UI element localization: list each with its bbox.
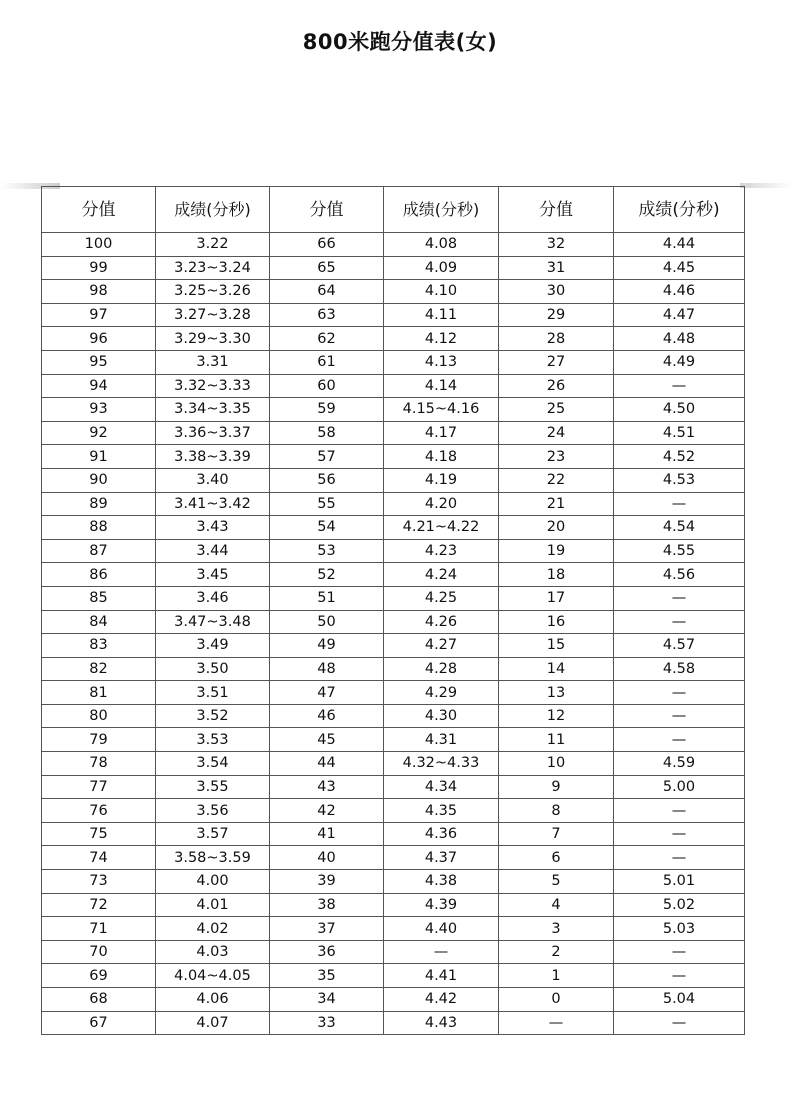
table-header-row bbox=[42, 187, 745, 233]
score-cell: 75 bbox=[42, 822, 156, 846]
result-cell: 4.19 bbox=[384, 468, 499, 492]
score-cell: 61 bbox=[270, 350, 384, 374]
result-cell: 3.31 bbox=[156, 350, 270, 374]
table-row bbox=[42, 728, 745, 752]
result-cell: 4.37 bbox=[384, 846, 499, 870]
score-cell: 98 bbox=[42, 280, 156, 304]
score-cell: 26 bbox=[499, 374, 614, 398]
table-row bbox=[42, 657, 745, 681]
result-cell: 4.47 bbox=[614, 303, 745, 327]
score-cell: 85 bbox=[42, 586, 156, 610]
result-cell: 3.58~3.59 bbox=[156, 846, 270, 870]
score-cell: 65 bbox=[270, 256, 384, 280]
score-cell: 2 bbox=[499, 940, 614, 964]
score-cell: 30 bbox=[499, 280, 614, 304]
score-cell: 96 bbox=[42, 327, 156, 351]
result-cell: 4.24 bbox=[384, 563, 499, 587]
header-score-col-2: 分值 bbox=[270, 187, 384, 233]
score-cell: 80 bbox=[42, 704, 156, 728]
result-cell: 4.52 bbox=[614, 445, 745, 469]
table-row bbox=[42, 775, 745, 799]
result-cell: — bbox=[614, 681, 745, 705]
result-cell: — bbox=[614, 728, 745, 752]
score-cell: 13 bbox=[499, 681, 614, 705]
table-row bbox=[42, 988, 745, 1012]
header-result-col-1: 成绩(分秒) bbox=[156, 187, 270, 233]
table-row bbox=[42, 681, 745, 705]
score-cell: 9 bbox=[499, 775, 614, 799]
score-cell: 23 bbox=[499, 445, 614, 469]
score-cell: 11 bbox=[499, 728, 614, 752]
score-cell: 39 bbox=[270, 870, 384, 894]
result-cell: — bbox=[384, 940, 499, 964]
result-cell: 3.46 bbox=[156, 586, 270, 610]
score-cell: 32 bbox=[499, 233, 614, 257]
score-cell: 51 bbox=[270, 586, 384, 610]
result-cell: 3.44 bbox=[156, 539, 270, 563]
table-row bbox=[42, 327, 745, 351]
score-cell: 44 bbox=[270, 752, 384, 776]
result-cell: — bbox=[614, 822, 745, 846]
result-cell: 3.51 bbox=[156, 681, 270, 705]
result-cell: 4.49 bbox=[614, 350, 745, 374]
table-row bbox=[42, 398, 745, 422]
table-row bbox=[42, 350, 745, 374]
header-score-col-3: 分值 bbox=[499, 187, 614, 233]
score-cell: 14 bbox=[499, 657, 614, 681]
score-cell: 54 bbox=[270, 516, 384, 540]
score-cell: 95 bbox=[42, 350, 156, 374]
table-row bbox=[42, 940, 745, 964]
score-cell: 48 bbox=[270, 657, 384, 681]
score-cell: 41 bbox=[270, 822, 384, 846]
score-cell: 72 bbox=[42, 893, 156, 917]
result-cell: 4.21~4.22 bbox=[384, 516, 499, 540]
result-cell: 3.23~3.24 bbox=[156, 256, 270, 280]
result-cell: 4.29 bbox=[384, 681, 499, 705]
result-cell: 4.51 bbox=[614, 421, 745, 445]
result-cell: — bbox=[614, 586, 745, 610]
score-cell: 89 bbox=[42, 492, 156, 516]
score-cell: 6 bbox=[499, 846, 614, 870]
table-row bbox=[42, 421, 745, 445]
score-cell: 22 bbox=[499, 468, 614, 492]
result-cell: 3.29~3.30 bbox=[156, 327, 270, 351]
score-cell: 25 bbox=[499, 398, 614, 422]
result-cell: 3.40 bbox=[156, 468, 270, 492]
result-cell: 4.41 bbox=[384, 964, 499, 988]
result-cell: 3.56 bbox=[156, 799, 270, 823]
result-cell: 4.43 bbox=[384, 1011, 499, 1035]
table-row bbox=[42, 704, 745, 728]
score-cell: 64 bbox=[270, 280, 384, 304]
score-cell: 45 bbox=[270, 728, 384, 752]
scan-smudge-right bbox=[740, 183, 792, 188]
result-cell: 5.00 bbox=[614, 775, 745, 799]
table-row bbox=[42, 586, 745, 610]
result-cell: 4.56 bbox=[614, 563, 745, 587]
score-cell: 31 bbox=[499, 256, 614, 280]
result-cell: 4.54 bbox=[614, 516, 745, 540]
result-cell: 5.02 bbox=[614, 893, 745, 917]
result-cell: 4.28 bbox=[384, 657, 499, 681]
score-cell: 19 bbox=[499, 539, 614, 563]
result-cell: 4.55 bbox=[614, 539, 745, 563]
result-cell: 4.11 bbox=[384, 303, 499, 327]
score-cell: 42 bbox=[270, 799, 384, 823]
score-cell: 70 bbox=[42, 940, 156, 964]
score-cell: 88 bbox=[42, 516, 156, 540]
result-cell: 4.17 bbox=[384, 421, 499, 445]
result-cell: 4.04~4.05 bbox=[156, 964, 270, 988]
score-cell: 43 bbox=[270, 775, 384, 799]
table-row bbox=[42, 468, 745, 492]
result-cell: 4.58 bbox=[614, 657, 745, 681]
score-cell: 94 bbox=[42, 374, 156, 398]
score-cell: 84 bbox=[42, 610, 156, 634]
score-cell: 60 bbox=[270, 374, 384, 398]
score-cell: 18 bbox=[499, 563, 614, 587]
table-row bbox=[42, 1011, 745, 1035]
score-cell: — bbox=[499, 1011, 614, 1035]
score-cell: 40 bbox=[270, 846, 384, 870]
table-body bbox=[42, 233, 745, 1035]
result-cell: — bbox=[614, 492, 745, 516]
score-cell: 5 bbox=[499, 870, 614, 894]
result-cell: 4.20 bbox=[384, 492, 499, 516]
score-cell: 33 bbox=[270, 1011, 384, 1035]
score-cell: 86 bbox=[42, 563, 156, 587]
header-score-col-1: 分值 bbox=[42, 187, 156, 233]
result-cell: 4.40 bbox=[384, 917, 499, 941]
score-table bbox=[41, 186, 745, 1035]
score-cell: 93 bbox=[42, 398, 156, 422]
score-cell: 10 bbox=[499, 752, 614, 776]
result-cell: 4.23 bbox=[384, 539, 499, 563]
result-cell: — bbox=[614, 374, 745, 398]
score-cell: 53 bbox=[270, 539, 384, 563]
table-row bbox=[42, 799, 745, 823]
score-cell: 35 bbox=[270, 964, 384, 988]
result-cell: 4.26 bbox=[384, 610, 499, 634]
score-cell: 59 bbox=[270, 398, 384, 422]
result-cell: 4.48 bbox=[614, 327, 745, 351]
result-cell: 4.01 bbox=[156, 893, 270, 917]
result-cell: 3.36~3.37 bbox=[156, 421, 270, 445]
page-title: 800米跑分值表(女) bbox=[302, 30, 498, 54]
score-cell: 57 bbox=[270, 445, 384, 469]
score-cell: 15 bbox=[499, 634, 614, 658]
result-cell: 4.30 bbox=[384, 704, 499, 728]
table-row bbox=[42, 516, 745, 540]
table-row bbox=[42, 563, 745, 587]
result-cell: 4.45 bbox=[614, 256, 745, 280]
result-cell: 4.46 bbox=[614, 280, 745, 304]
result-cell: 4.38 bbox=[384, 870, 499, 894]
table-row bbox=[42, 445, 745, 469]
score-cell: 38 bbox=[270, 893, 384, 917]
result-cell: 4.39 bbox=[384, 893, 499, 917]
result-cell: 4.18 bbox=[384, 445, 499, 469]
table-row bbox=[42, 870, 745, 894]
score-cell: 1 bbox=[499, 964, 614, 988]
score-cell: 73 bbox=[42, 870, 156, 894]
score-cell: 27 bbox=[499, 350, 614, 374]
result-cell: — bbox=[614, 964, 745, 988]
result-cell: 4.03 bbox=[156, 940, 270, 964]
score-cell: 68 bbox=[42, 988, 156, 1012]
score-cell: 74 bbox=[42, 846, 156, 870]
score-cell: 97 bbox=[42, 303, 156, 327]
score-cell: 69 bbox=[42, 964, 156, 988]
result-cell: 4.35 bbox=[384, 799, 499, 823]
result-cell: — bbox=[614, 704, 745, 728]
score-cell: 92 bbox=[42, 421, 156, 445]
table-row bbox=[42, 752, 745, 776]
score-cell: 83 bbox=[42, 634, 156, 658]
result-cell: 4.10 bbox=[384, 280, 499, 304]
result-cell: 3.22 bbox=[156, 233, 270, 257]
score-cell: 52 bbox=[270, 563, 384, 587]
score-cell: 66 bbox=[270, 233, 384, 257]
table-row bbox=[42, 539, 745, 563]
table-row bbox=[42, 846, 745, 870]
score-cell: 76 bbox=[42, 799, 156, 823]
table-row bbox=[42, 917, 745, 941]
score-cell: 8 bbox=[499, 799, 614, 823]
result-cell: 3.49 bbox=[156, 634, 270, 658]
score-cell: 87 bbox=[42, 539, 156, 563]
score-cell: 67 bbox=[42, 1011, 156, 1035]
score-cell: 81 bbox=[42, 681, 156, 705]
result-cell: 3.57 bbox=[156, 822, 270, 846]
score-cell: 37 bbox=[270, 917, 384, 941]
result-cell: — bbox=[614, 799, 745, 823]
score-cell: 47 bbox=[270, 681, 384, 705]
result-cell: 3.25~3.26 bbox=[156, 280, 270, 304]
result-cell: 3.55 bbox=[156, 775, 270, 799]
result-cell: 3.34~3.35 bbox=[156, 398, 270, 422]
score-cell: 49 bbox=[270, 634, 384, 658]
result-cell: 5.03 bbox=[614, 917, 745, 941]
result-cell: 4.31 bbox=[384, 728, 499, 752]
score-cell: 91 bbox=[42, 445, 156, 469]
result-cell: 4.57 bbox=[614, 634, 745, 658]
table-row bbox=[42, 964, 745, 988]
table-row bbox=[42, 634, 745, 658]
score-cell: 71 bbox=[42, 917, 156, 941]
table-row bbox=[42, 303, 745, 327]
result-cell: 3.54 bbox=[156, 752, 270, 776]
result-cell: 4.32~4.33 bbox=[384, 752, 499, 776]
score-cell: 82 bbox=[42, 657, 156, 681]
table-row bbox=[42, 610, 745, 634]
score-cell: 28 bbox=[499, 327, 614, 351]
result-cell: 4.27 bbox=[384, 634, 499, 658]
result-cell: 4.08 bbox=[384, 233, 499, 257]
result-cell: 4.53 bbox=[614, 468, 745, 492]
result-cell: 4.02 bbox=[156, 917, 270, 941]
table-row bbox=[42, 256, 745, 280]
score-cell: 58 bbox=[270, 421, 384, 445]
score-cell: 77 bbox=[42, 775, 156, 799]
result-cell: 4.09 bbox=[384, 256, 499, 280]
result-cell: 3.52 bbox=[156, 704, 270, 728]
score-cell: 20 bbox=[499, 516, 614, 540]
score-cell: 21 bbox=[499, 492, 614, 516]
result-cell: 3.27~3.28 bbox=[156, 303, 270, 327]
result-cell: 4.59 bbox=[614, 752, 745, 776]
table-row bbox=[42, 233, 745, 257]
table-row bbox=[42, 893, 745, 917]
result-cell: 5.04 bbox=[614, 988, 745, 1012]
result-cell: 3.43 bbox=[156, 516, 270, 540]
score-cell: 0 bbox=[499, 988, 614, 1012]
result-cell: 4.34 bbox=[384, 775, 499, 799]
result-cell: 4.25 bbox=[384, 586, 499, 610]
result-cell: 3.50 bbox=[156, 657, 270, 681]
score-cell: 100 bbox=[42, 233, 156, 257]
table-row bbox=[42, 822, 745, 846]
table-row bbox=[42, 492, 745, 516]
score-cell: 3 bbox=[499, 917, 614, 941]
result-cell: — bbox=[614, 610, 745, 634]
result-cell: 4.12 bbox=[384, 327, 499, 351]
table-row bbox=[42, 374, 745, 398]
header-result-col-2: 成绩(分秒) bbox=[384, 187, 499, 233]
result-cell: 4.06 bbox=[156, 988, 270, 1012]
score-cell: 79 bbox=[42, 728, 156, 752]
score-cell: 78 bbox=[42, 752, 156, 776]
result-cell: 4.00 bbox=[156, 870, 270, 894]
result-cell: — bbox=[614, 940, 745, 964]
result-cell: 4.15~4.16 bbox=[384, 398, 499, 422]
score-cell: 99 bbox=[42, 256, 156, 280]
score-cell: 50 bbox=[270, 610, 384, 634]
score-cell: 34 bbox=[270, 988, 384, 1012]
score-cell: 63 bbox=[270, 303, 384, 327]
score-cell: 17 bbox=[499, 586, 614, 610]
score-cell: 56 bbox=[270, 468, 384, 492]
score-cell: 36 bbox=[270, 940, 384, 964]
table-row bbox=[42, 280, 745, 304]
score-cell: 46 bbox=[270, 704, 384, 728]
score-cell: 7 bbox=[499, 822, 614, 846]
result-cell: 4.50 bbox=[614, 398, 745, 422]
result-cell: 4.44 bbox=[614, 233, 745, 257]
score-cell: 90 bbox=[42, 468, 156, 492]
result-cell: 4.42 bbox=[384, 988, 499, 1012]
result-cell: 4.13 bbox=[384, 350, 499, 374]
result-cell: 4.36 bbox=[384, 822, 499, 846]
result-cell: 3.45 bbox=[156, 563, 270, 587]
result-cell: 3.32~3.33 bbox=[156, 374, 270, 398]
result-cell: 3.38~3.39 bbox=[156, 445, 270, 469]
score-cell: 4 bbox=[499, 893, 614, 917]
result-cell: 4.14 bbox=[384, 374, 499, 398]
result-cell: 4.07 bbox=[156, 1011, 270, 1035]
result-cell: 5.01 bbox=[614, 870, 745, 894]
score-cell: 16 bbox=[499, 610, 614, 634]
score-cell: 24 bbox=[499, 421, 614, 445]
header-result-col-3: 成绩(分秒) bbox=[614, 187, 745, 233]
score-cell: 62 bbox=[270, 327, 384, 351]
result-cell: 3.47~3.48 bbox=[156, 610, 270, 634]
result-cell: 3.53 bbox=[156, 728, 270, 752]
score-cell: 29 bbox=[499, 303, 614, 327]
score-cell: 12 bbox=[499, 704, 614, 728]
result-cell: — bbox=[614, 846, 745, 870]
result-cell: — bbox=[614, 1011, 745, 1035]
result-cell: 3.41~3.42 bbox=[156, 492, 270, 516]
score-cell: 55 bbox=[270, 492, 384, 516]
